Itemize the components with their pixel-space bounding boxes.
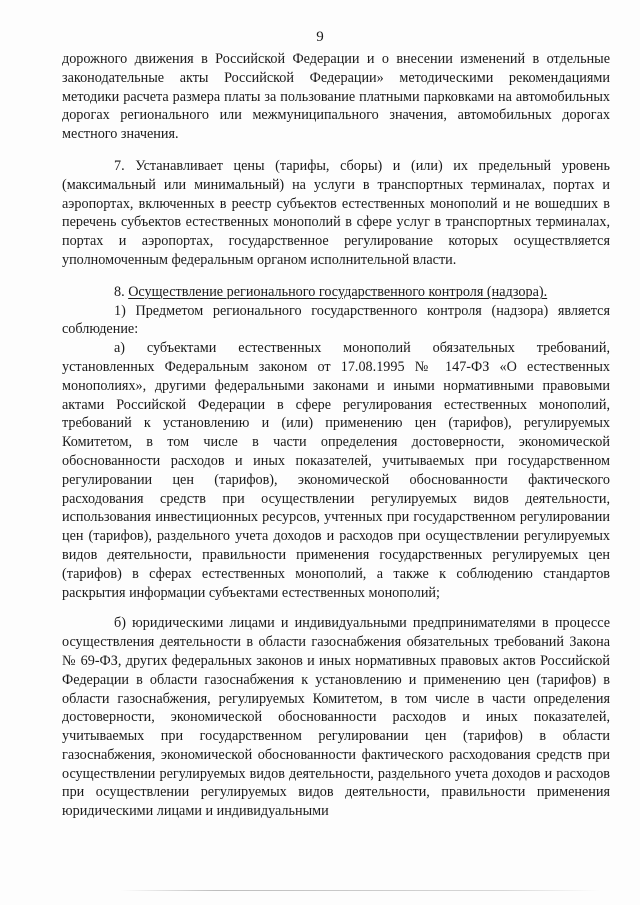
document-body	[62, 50, 610, 821]
paragraph-item-8-1: 1) Предметом регионального государственного контроля (надзора) является соблюдение:	[62, 302, 610, 338]
paragraph-item-7: 7. Устанавливает цены (тарифы, сборы) и (или) их предельный уровень (максимальный или минимальный) на услуги в транспортных терминалах, портах и аэропортах, включенных в реестр субъектов естественных монополий и не вошедших в перечень субъектов естественных монополий в сфере услуг в транспортных терминалах, портах и аэропортах, государственное регулирование которых осуществляется уполномоченным федеральным органом исполнительной власти.	[62, 157, 610, 268]
paragraph-gap	[62, 144, 610, 157]
paragraph-continuation: дорожного движения в Российской Федерации и о внесении изменений в отдельные законодательные акты Российской Федерации» методическими рекомендациями методики расчета размера платы за пользование платными парковками на автомобильных дорогах регионального или межмуниципального значения, автомобильных дорогах местного значения.	[62, 51, 610, 143]
paragraph-item-8-1-b: б) юридическими лицами и индивидуальными предпринимателями в процессе осуществления деятельности в области газоснабжения обязательных требований Закона № 69-ФЗ, других федеральных законов и иных нормативных правовых актов Российской Федерации в области газоснабжения к установлению и применению цен (тарифов) в области газоснабжения, регулируемых Комитетом, в том числе в части определения достоверности, экономической обоснованности расходов и иных показателей, учитываемых при государственном регулировании цен (тарифов) в области газоснабжения, экономической обоснованности фактического расходования средств при осуществлении регулируемых видов деятельности, раздельного учета доходов и расходов при осуществлении регулируемых видов деятельности, правильности применения юридическими лицами и индивидуальными	[62, 615, 610, 820]
paragraph-item-8-1-a: а) субъектами естественных монополий обязательных требований, установленных Федеральным законом от 17.08.1995 № 147-ФЗ «О естественных монополиях», другими федеральными законами и иными нормативными правовыми актами Российской Федерации в сфере регулирования естественных монополий, требований к установлению и (или) применению цен (тарифов), регулируемых Комитетом, в том числе в части определения достоверности, экономической обоснованности расходов и иных показателей, учитываемых при государственном регулировании цен (тарифов), экономической обоснованности фактического расходования средств при осуществлении регулируемых видов деятельности, использования инвестиционных ресурсов, учтенных при государственном регулировании цен (тарифов), раздельного учета доходов и расходов при осуществлении регулируемых видов деятельности, правильности применения государственных регулируемых цен (тарифов) в сферах естественных монополий, а также к соблюдению стандартов раскрытия информации субъектами естественных монополий;	[62, 340, 610, 601]
paragraph-gap	[62, 602, 610, 614]
section-heading-8	[62, 283, 610, 302]
scan-edge-line	[120, 890, 600, 891]
page-number: 9	[316, 29, 324, 45]
section-heading-title: Осуществление регионального государственного контроля (надзора).	[128, 283, 548, 300]
paragraph-gap	[62, 270, 610, 283]
section-heading-number: 8.	[114, 283, 129, 300]
